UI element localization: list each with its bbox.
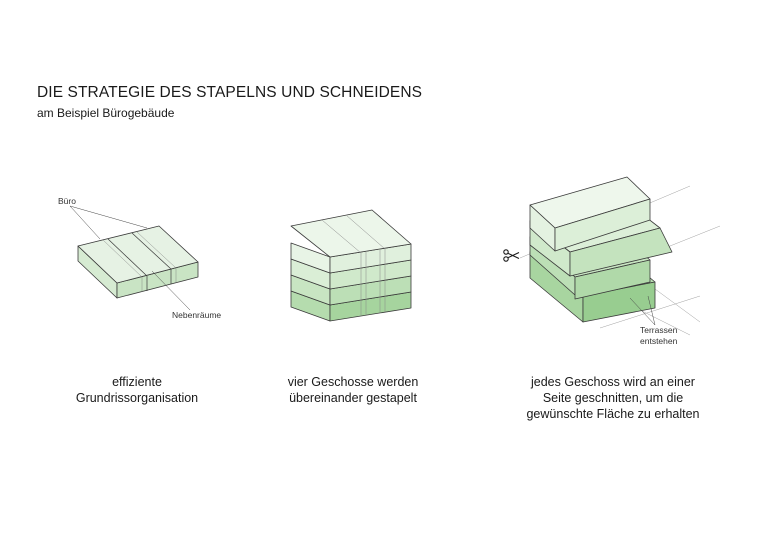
cut-floors — [530, 177, 672, 322]
caption-panel-3: jedes Geschoss wird an einer Seite geschnitten, um die gewünschte Fläche zu erhalten — [526, 375, 700, 421]
single-floor-slab — [78, 226, 198, 298]
page-subtitle: am Beispiel Bürogebäude — [37, 106, 175, 120]
label-terraces-line1: Terrassen — [640, 325, 678, 335]
label-terraces-line2: entstehen — [640, 336, 678, 346]
caption-panel-1: effiziente Grundrissorganisation — [75, 375, 199, 405]
page-title: DIE STRATEGIE DES STAPELNS UND SCHNEIDENS — [37, 84, 423, 101]
stacked-floors — [291, 210, 411, 321]
scissors-icon — [504, 250, 519, 261]
label-office: Büro — [58, 196, 76, 206]
caption-panel-2: vier Geschosse werden übereinander gestapelt — [287, 375, 419, 405]
label-terraces — [640, 325, 680, 346]
label-secondary-rooms: Nebenräume — [172, 310, 222, 320]
